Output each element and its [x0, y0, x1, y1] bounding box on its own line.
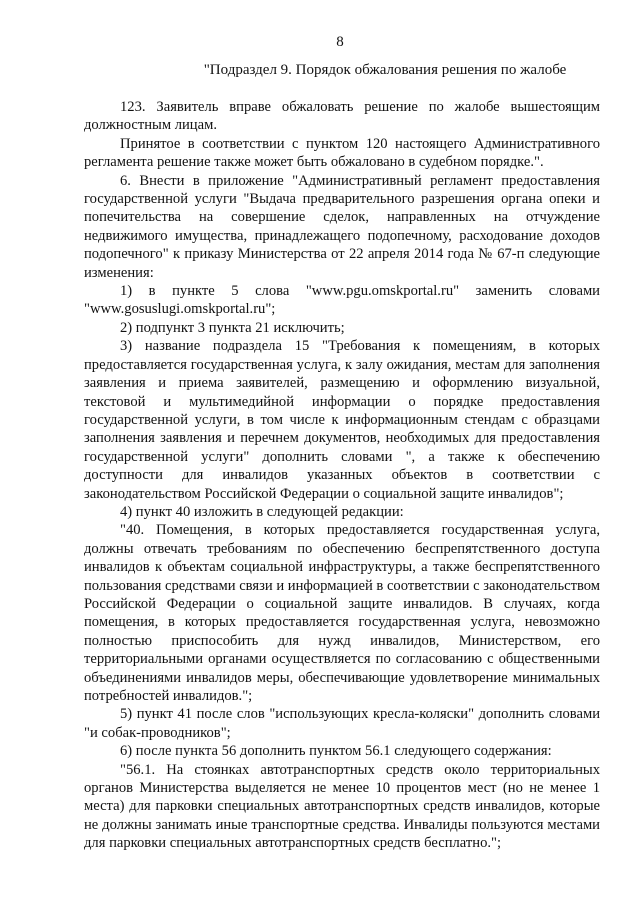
section-heading: "Подраздел 9. Порядок обжалования решения по жалобе	[203, 62, 567, 78]
paragraph-subitem-3: 3) название подраздела 15 "Требования к помещениям, в которых предоставляется государственная услуга, к залу ожидания, местам для заполнения заявления и приема заявителей, размещению и оформлению визуальной, текстовой и мультимедийной информации о порядке предоставления государственной услуги, в том числе к информационным стендам с образцами заполнения заявления и перечнем документов, необходимых для предоставления государственной услуги" дополнить словами ", а также к обеспечению доступности для инвалидов указанных объектов в соответствии с законодательством Российской Федерации о социальной защите инвалидов";	[84, 338, 600, 502]
paragraph-item-6: 6. Внести в приложение "Административный регламент предоставления государственной услуги "Выдача предварительного разрешения органа опеки и попечительства на совершение сделок, направленных на отчуждение недвижимого имущества, принадлежащего подопечному, расходование доходов подопечного" к приказу Министерства от 22 апреля 2014 года № 67-п следующие изменения:	[84, 172, 600, 281]
paragraph-court-appeal: Принятое в соответствии с пунктом 120 настоящего Административного регламента решение также может быть обжаловано в судебном порядке.".	[84, 135, 600, 171]
paragraph-subitem-5: 5) пункт 41 после слов "использующих кресла-коляски" дополнить словами "и собак-проводников";	[84, 706, 600, 741]
paragraph-123: 123. Заявитель вправе обжаловать решение по жалобе вышестоящим должностным лицам.	[84, 99, 600, 134]
paragraph-point-56-1: "56.1. На стоянках автотранспортных средств около территориальных органов Министерства выделяется не менее 10 процентов мест (но не менее 1 места) для парковки специальных автотранспортных средств инвалидов, которые не должны занимать иные транспортные средства. Инвалиды пользуются местами для парковки специальных автотранспортных средств бесплатно.";	[84, 761, 600, 852]
paragraph-subitem-2: 2) подпункт 3 пункта 21 исключить;	[120, 319, 345, 336]
paragraph-subitem-6: 6) после пункта 56 дополнить пунктом 56.1 следующего содержания:	[120, 743, 552, 760]
page-number: 8	[336, 34, 344, 50]
document-body	[84, 98, 600, 853]
paragraph-subitem-4: 4) пункт 40 изложить в следующей редакции:	[120, 503, 404, 520]
paragraph-point-40: "40. Помещения, в которых предоставляется государственная услуга, должны отвечать требованиям по обеспечению беспрепятственного доступа инвалидов к объектам социальной инфраструктуры, а также беспрепятственного пользования средствами связи и информацией в соответствии с законодательством Российской Федерации о социальной защите инвалидов. В случаях, когда помещения, в которых предоставляется государственная услуга, невозможно полностью приспособить для нужд инвалидов, Министерством, его территориальными органами осуществляется по согласованию с общественными объединениями инвалидов меры, обеспечивающие удовлетворение минимальных потребностей инвалидов.";	[84, 522, 600, 704]
paragraph-subitem-1: 1) в пункте 5 слова "www.pgu.omskportal.ru" заменить словами "www.gosuslugi.omskportal.ru";	[84, 283, 600, 318]
